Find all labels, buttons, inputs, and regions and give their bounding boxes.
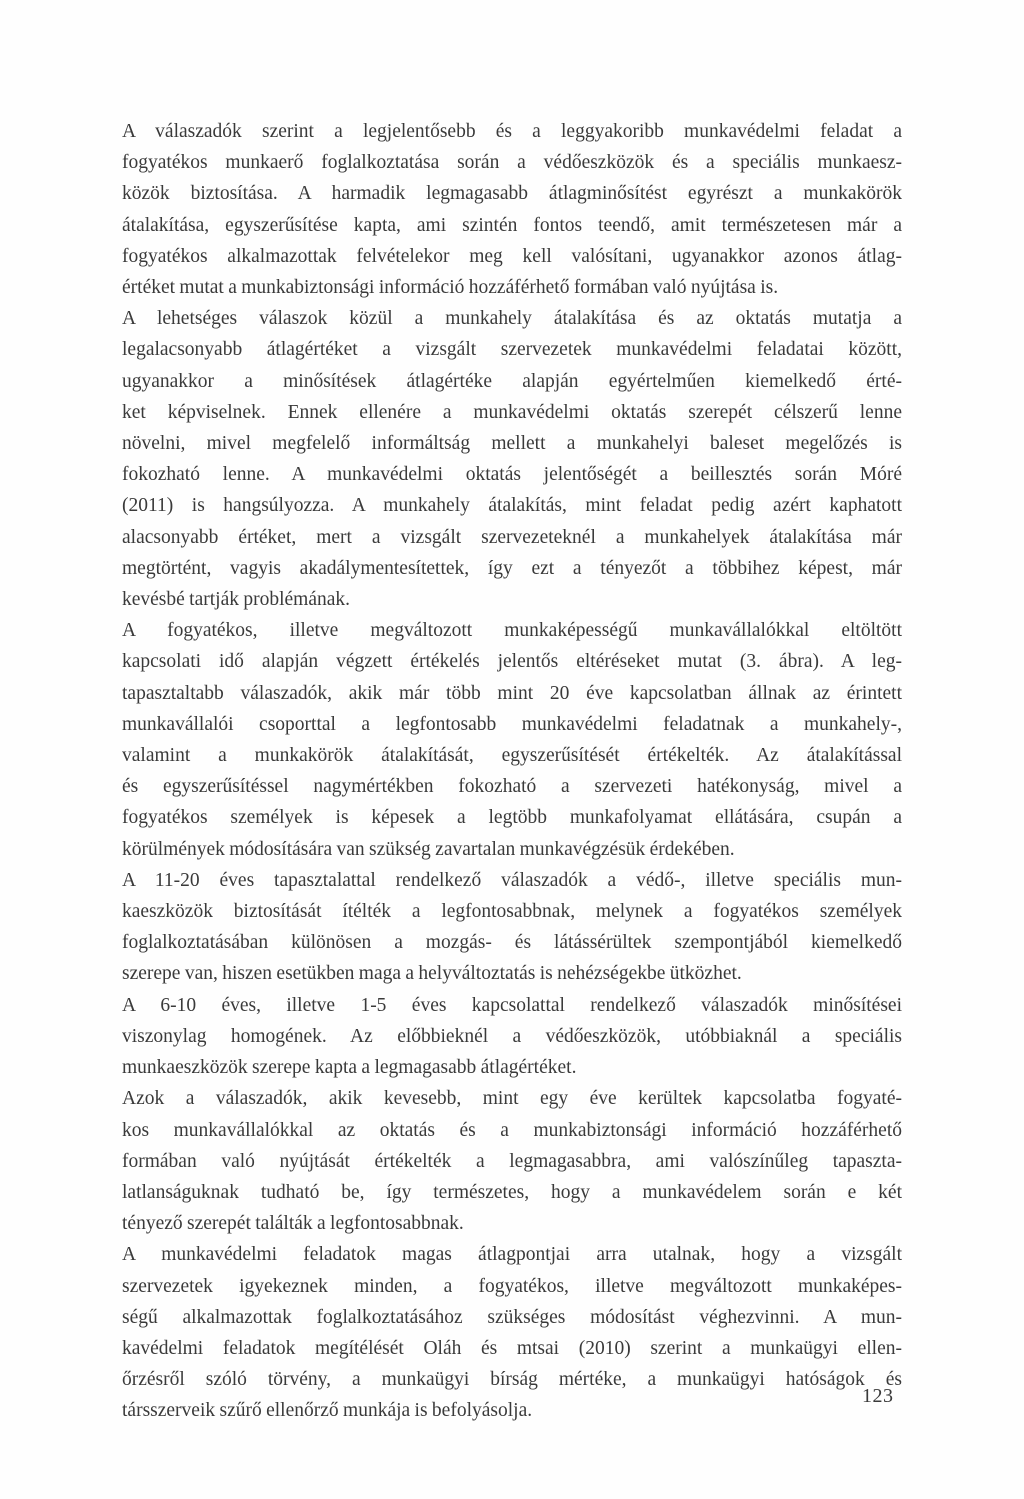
text-line: munkavállalói csoporttal a legfontosabb munkavédelmi feladatnak a munkahely-, [122,713,902,735]
text-line: kos munkavállalókkal az oktatás és a munkabiztonsági információ hozzáférhető [122,1119,902,1141]
text-line: legalacsonyabb átlagértéket a vizsgált szervezetek munkavédelmi feladatai között, [122,339,902,361]
text-line: fogyatékos munkaerő foglalkoztatása során a védőeszközök és a speciális munkaesz- [122,152,902,174]
text-line: A 11-20 éves tapasztalattal rendelkező válaszadók a védő-, illetve speciális mun- [122,869,902,891]
text-line: fogyatékos személyek is képesek a legtöbb munkafolyamat ellátására, csupán a [122,807,902,829]
text-line: alacsonyabb értéket, mert a vizsgált szervezeteknél a munkahelyek átalakítása már [122,526,902,548]
paragraph-6 [122,1083,902,1239]
text-line: ket képviselnek. Ennek ellenére a munkavédelmi oktatás szerepét célszerű lenne [122,401,902,423]
text-line: közök biztosítása. A harmadik legmagasabb átlagminősítést egyrészt a munkakörök [122,183,902,205]
text-line: A munkavédelmi feladatok magas átlagpontjai arra utalnak, hogy a vizsgált [122,1244,902,1266]
text-line: kevésbé tartják problémának. [122,589,351,611]
text-line: kavédelmi feladatok megítélését Oláh és mtsai (2010) szerint a munkaügyi ellen- [122,1337,902,1359]
text-line: kaeszközök biztosítását ítélték a legfontosabbnak, melynek a fogyatékos személyek [122,901,902,923]
text-line: tapasztaltabb válaszadók, akik már több mint 20 éve kapcsolatban állnak az érintett [122,682,902,704]
text-line: foglalkoztatásában különösen a mozgás- és látássérültek szempontjából kiemelkedő [122,932,902,954]
text-line: Azok a válaszadók, akik kevesebb, mint egy éve kerültek kapcsolatba fogyaté- [122,1088,902,1110]
text-line: átalakítása, egyszerűsítése kapta, ami szintén fontos teendő, amit természetesen már a [122,214,902,236]
text-line: A válaszadók szerint a legjelentősebb és a leggyakoribb munkavédelmi feladat a [122,121,902,142]
text-line: formában való nyújtását értékelték a legmagasabbra, ami valószínűleg tapaszta- [122,1150,902,1172]
text-line: szervezetek igyekeznek minden, a fogyatékos, illetve megváltozott munkaképes- [122,1275,902,1297]
text-line: ségű alkalmazottak foglalkoztatásához szükséges módosítást véghezvinni. A mun- [122,1306,902,1328]
text-line: latlanságuknak tudható be, így természetes, hogy a munkavédelem során e két [122,1181,902,1203]
text-line: A fogyatékos, illetve megváltozott munkaképességű munkavállalókkal eltöltött [122,620,902,642]
text-line: kapcsolati idő alapján végzett értékelés jelentős eltéréseket mutat (3. ábra). A leg- [122,651,902,673]
paragraph-3 [122,615,902,865]
text-line: értéket mutat a munkabiztonsági információ hozzáférhető formában való nyújtása is. [122,277,779,299]
paragraph-2 [122,303,902,615]
text-line: és egyszerűsítéssel nagymértékben fokozható a szervezeti hatékonyság, mivel a [122,776,902,798]
text-line: körülmények módosítására van szükség zavartalan munkavégzésük érdekében. [122,838,735,860]
text-line: (2011) is hangsúlyozza. A munkahely átalakítás, mint feladat pedig azért kaphatott [122,495,902,517]
text-line: viszonylag homogének. Az előbbieknél a védőeszközök, utóbbiaknál a speciális [122,1025,902,1047]
page-number: 123 [862,1385,894,1407]
text-line: munkaeszközök szerepe kapta a legmagasabb átlagértéket. [122,1057,577,1079]
paragraph-7 [122,1239,902,1426]
text-line: megtörtént, vagyis akadálymentesítettek, így ezt a tényezőt a többihez képest, már [122,557,902,579]
text-line: szerepe van, hiszen esetükben maga a helyváltoztatás is nehézségekbe ütközhet. [122,963,742,985]
body-text [122,116,902,1427]
text-line: társszerveik szűrő ellenőrző munkája is befolyásolja. [122,1400,533,1422]
text-line: fogyatékos alkalmazottak felvételekor meg kell valósítani, ugyanakkor azonos átlag- [122,245,902,267]
text-line: A 6-10 éves, illetve 1-5 éves kapcsolattal rendelkező válaszadók minősítései [122,994,902,1016]
text-line: A lehetséges válaszok közül a munkahely átalakítása és az oktatás mutatja a [122,308,902,330]
text-line: őrzésről szóló törvény, a munkaügyi bírság mértéke, a munkaügyi hatóságok és [122,1369,902,1391]
text-line: valamint a munkakörök átalakítását, egyszerűsítését értékelték. Az átalakítással [122,745,902,767]
text-line: tényező szerepét találták a legfontosabbnak. [122,1213,464,1235]
text-line: ugyanakkor a minősítések átlagértéke alapján egyértelműen kiemelkedő érté- [122,370,902,392]
text-line: növelni, mivel megfelelő informáltság mellett a munkahelyi baleset megelőzés is [122,433,902,455]
paragraph-4 [122,865,902,990]
text-line: fokozható lenne. A munkavédelmi oktatás jelentőségét a beillesztés során Móré [122,464,902,486]
paragraph-1 [122,116,902,303]
paragraph-5 [122,990,902,1084]
